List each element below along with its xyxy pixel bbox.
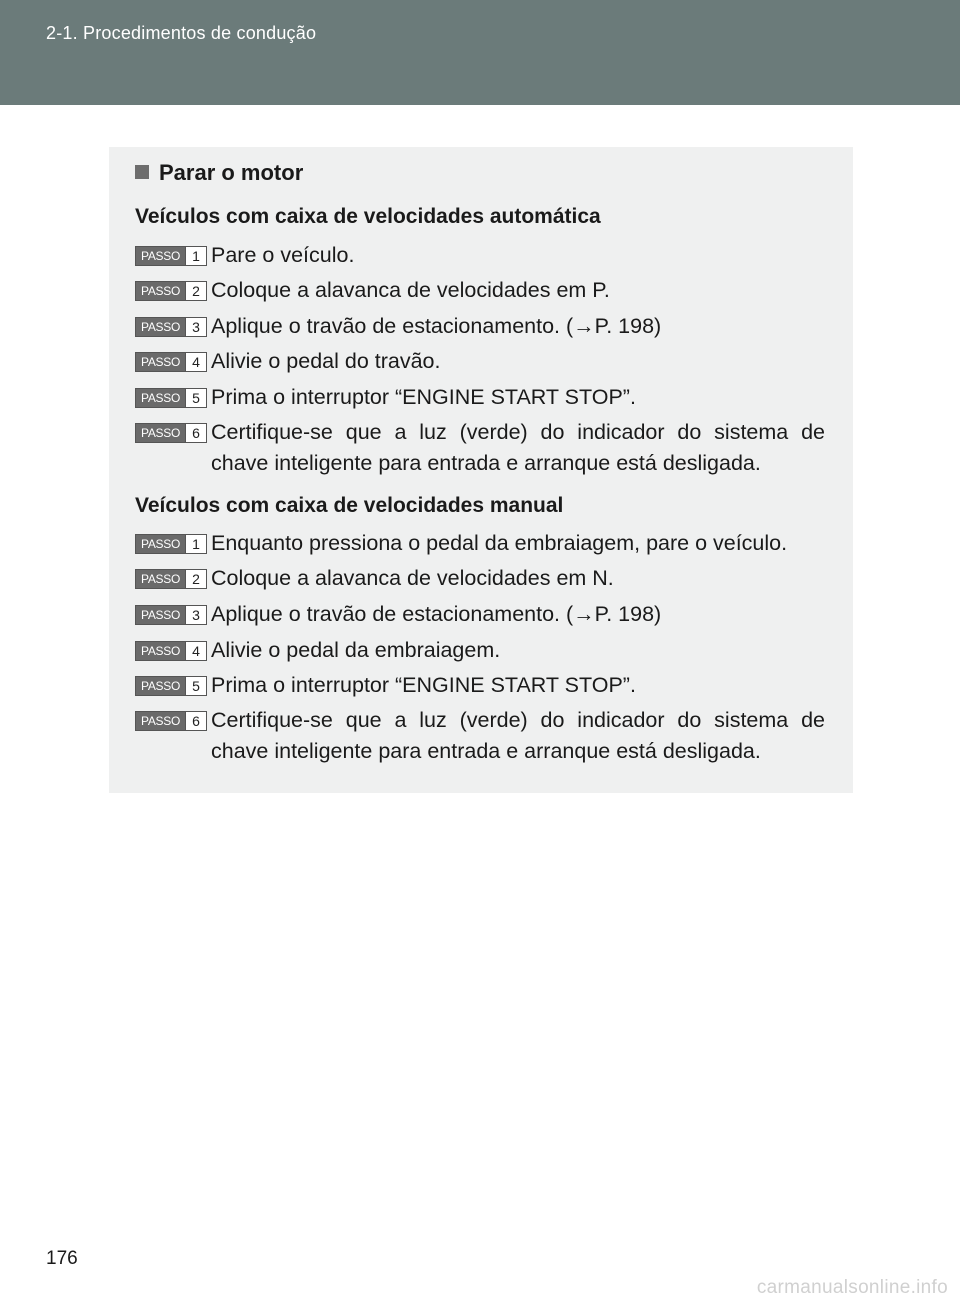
step-badge: PASSO 6 xyxy=(135,423,207,443)
step-text: Prima o interruptor “ENGINE START STOP”. xyxy=(211,673,636,697)
manual-step-6 xyxy=(135,705,825,767)
auto-step-5 xyxy=(135,382,825,413)
auto-step-4 xyxy=(135,346,825,377)
page-header xyxy=(0,0,960,105)
step-text: Alivie o pedal da embraiagem. xyxy=(211,638,501,662)
step-text: Alivie o pedal do travão. xyxy=(211,349,441,373)
manual-heading: Veículos com caixa de velocidades manual xyxy=(135,494,564,517)
auto-step-1 xyxy=(135,240,825,271)
auto-step-2 xyxy=(135,275,825,306)
automatic-heading: Veículos com caixa de velocidades automática xyxy=(135,205,601,228)
step-text: Enquanto pressiona o pedal da embraiagem, pare o veículo. xyxy=(211,531,788,555)
step-badge: PASSO 1 xyxy=(135,246,207,266)
step-text: Certifique-se que a luz (verde) do indicador do sistema de chave inteligente para entrada e arranque está desligada. xyxy=(211,420,825,475)
page-number: 176 xyxy=(46,1248,78,1269)
step-text: Coloque a alavanca de velocidades em N. xyxy=(211,566,614,590)
manual-step-5 xyxy=(135,670,825,701)
auto-step-3 xyxy=(135,311,825,342)
section-title: Parar o motor xyxy=(135,160,303,186)
step-text: Aplique o travão de estacionamento. (→P. 198) xyxy=(211,314,662,338)
step-badge: PASSO 2 xyxy=(135,569,207,589)
step-badge: PASSO 3 xyxy=(135,605,207,625)
step-text: Coloque a alavanca de velocidades em P. xyxy=(211,278,610,302)
manual-step-3 xyxy=(135,599,825,630)
chapter-title: 2-1. Procedimentos de condução xyxy=(46,23,317,43)
manual-step-4 xyxy=(135,635,825,666)
step-text: Certifique-se que a luz (verde) do indicador do sistema de chave inteligente para entrada e arranque está desligada. xyxy=(211,708,825,763)
step-badge: PASSO 3 xyxy=(135,317,207,337)
step-text: Aplique o travão de estacionamento. (→P. 198) xyxy=(211,602,662,626)
step-badge: PASSO 5 xyxy=(135,676,207,696)
square-bullet-icon xyxy=(135,165,149,179)
step-badge: PASSO 1 xyxy=(135,534,207,554)
step-badge: PASSO 6 xyxy=(135,711,207,731)
step-text: Prima o interruptor “ENGINE START STOP”. xyxy=(211,385,636,409)
step-badge: PASSO 2 xyxy=(135,281,207,301)
auto-step-6 xyxy=(135,417,825,479)
manual-step-2 xyxy=(135,563,825,594)
step-badge: PASSO 5 xyxy=(135,388,207,408)
step-badge: PASSO 4 xyxy=(135,352,207,372)
step-badge: PASSO 4 xyxy=(135,641,207,661)
step-text: Pare o veículo. xyxy=(211,243,355,267)
watermark: carmanualsonline.info xyxy=(756,1277,948,1298)
manual-step-1 xyxy=(135,528,825,559)
